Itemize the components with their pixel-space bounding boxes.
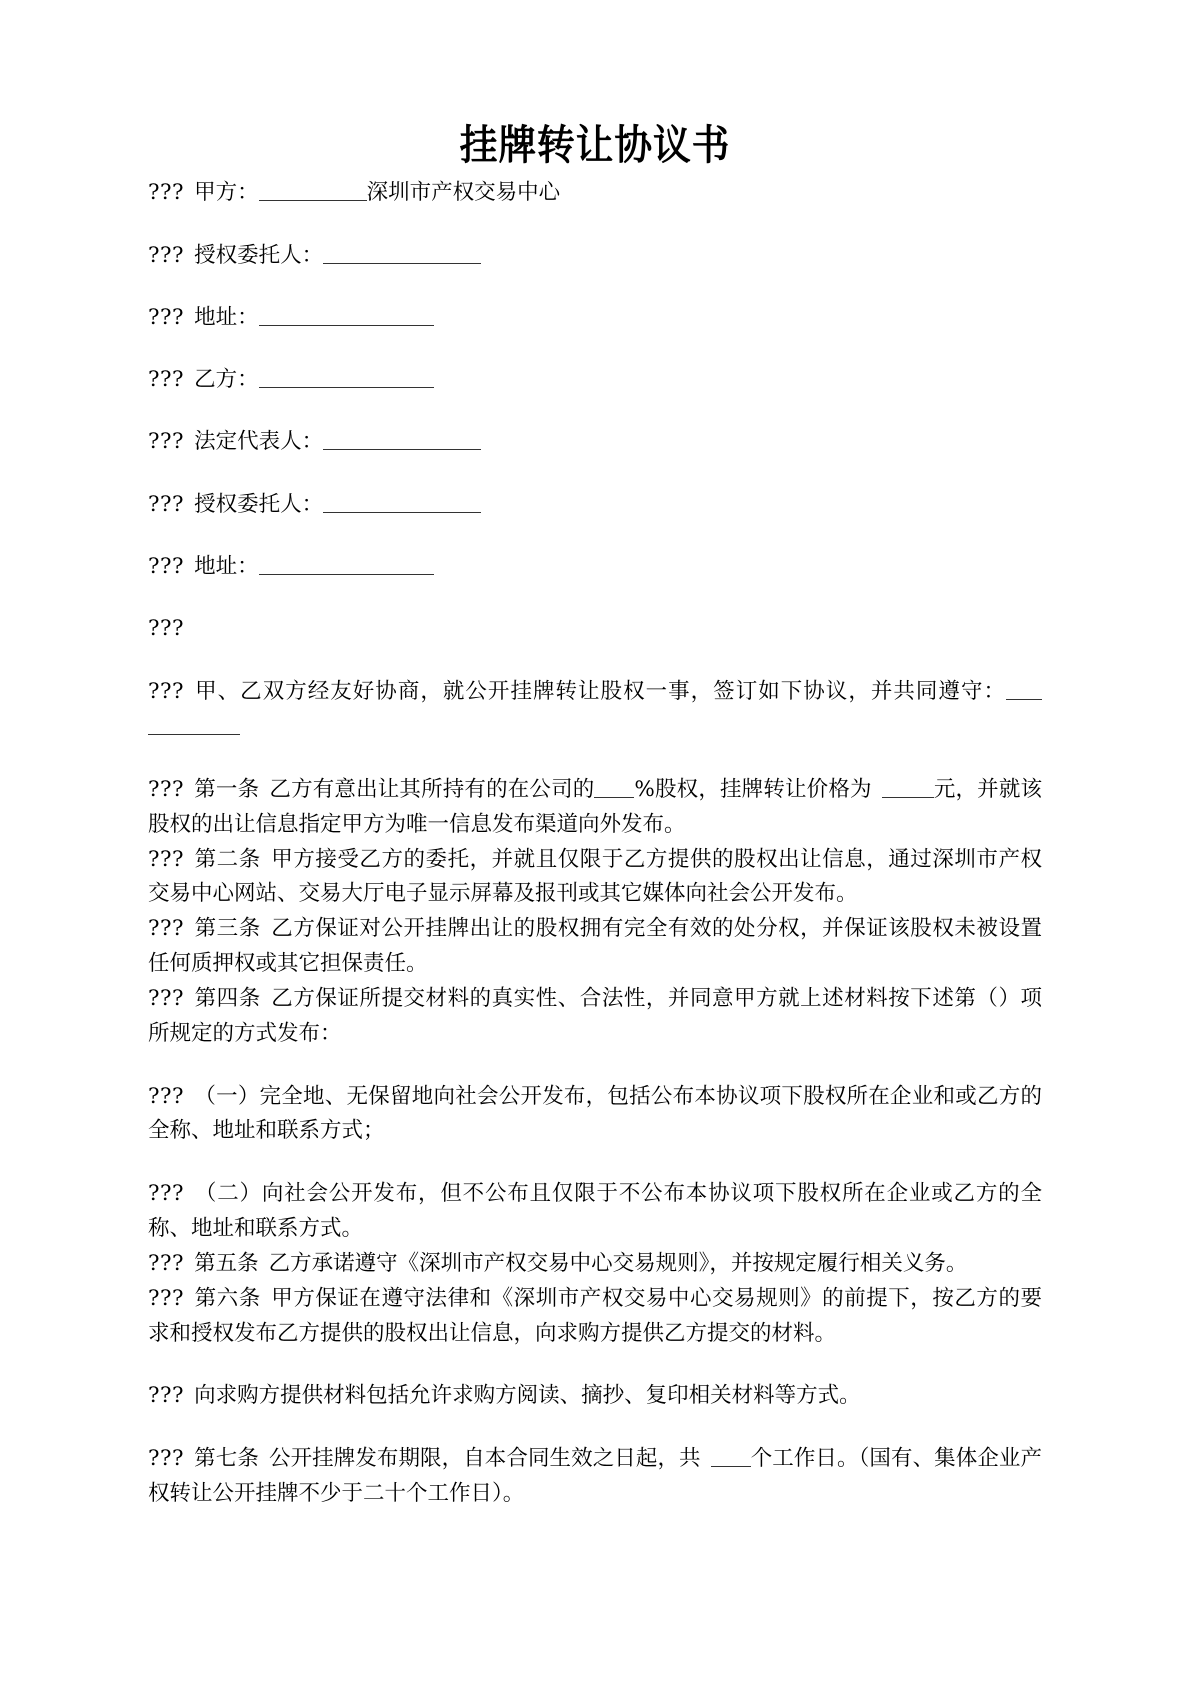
clause-text: 乙方保证对公开挂牌出让的股权拥有完全有效的处分权，并保证该股权未被设置任何质押权或其它担保责任。 <box>148 916 1042 977</box>
blank-underline-days[interactable] <box>711 1466 751 1467</box>
clause-text: 乙方保证所提交材料的真实性、合法性，并同意甲方就上述材料按下述第（）项所规定的方式发布： <box>148 985 1042 1046</box>
blank-underline-percent[interactable] <box>594 797 634 798</box>
clause-number: 第六条 <box>194 1285 261 1311</box>
field-label: 地址： <box>194 304 259 330</box>
field-marker: ??? <box>148 491 185 517</box>
clause-text: 乙方承诺遵守《深圳市产权交易中心交易规则》，并按规定履行相关义务。 <box>268 1250 968 1276</box>
sub-item-2 <box>148 1177 1042 1247</box>
field-marker: ??? <box>148 429 185 455</box>
field-label: 乙方： <box>194 367 259 393</box>
note-text: 向求购方提供材料包括允许求购方阅读、摘抄、复印相关材料等方式。 <box>194 1383 861 1409</box>
party-field-address-b <box>148 551 1042 583</box>
field-marker: ??? <box>148 916 185 942</box>
field-marker: ??? <box>148 616 185 642</box>
field-marker: ??? <box>148 777 185 802</box>
clause-text-part-2: %股权，挂牌转让价格为 <box>634 777 872 802</box>
party-field-yifang <box>148 364 1042 396</box>
blank-underline[interactable] <box>259 325 434 326</box>
field-marker: ??? <box>148 367 185 393</box>
field-marker: ??? <box>148 242 185 268</box>
preamble-text: 甲、乙双方经友好协商，就公开挂牌转让股权一事，签订如下协议，并共同遵守： <box>194 679 1006 705</box>
blank-underline[interactable] <box>259 200 367 201</box>
clause-item-7 <box>148 1442 1042 1512</box>
blank-underline[interactable] <box>259 574 434 575</box>
clause-item-6 <box>148 1282 1042 1352</box>
party-field-legal-representative <box>148 426 1042 458</box>
blank-underline[interactable] <box>1006 699 1042 700</box>
field-marker: ??? <box>148 1285 185 1311</box>
clause-number: 第一条 <box>194 777 260 802</box>
field-label: 法定代表人： <box>194 429 324 455</box>
blank-underline[interactable] <box>323 512 481 513</box>
clause-number: 第二条 <box>194 846 261 872</box>
field-label: 授权委托人： <box>194 242 324 268</box>
clause-list-primary <box>148 773 1042 1052</box>
field-marker: ??? <box>148 679 185 705</box>
clause-text: 甲方保证在遵守法律和《深圳市产权交易中心交易规则》的前提下，按乙方的要求和授权发布乙方提供的股权出让信息，向求购方提供乙方提交的材料。 <box>148 1285 1042 1346</box>
page-title: 挂牌转让协议书 <box>459 121 731 169</box>
party-field-authorized-agent-a <box>148 240 1042 272</box>
clause-list-secondary <box>148 1247 1042 1351</box>
field-marker: ??? <box>148 1446 185 1472</box>
party-field-jiafang <box>148 177 1042 209</box>
blank-marker-line <box>148 613 1042 645</box>
clause-item-1 <box>148 773 1042 843</box>
field-marker: ??? <box>148 1250 185 1276</box>
field-marker: ??? <box>148 304 185 330</box>
blank-underline[interactable] <box>259 387 434 388</box>
clause-text-before: 公开挂牌发布期限，自本合同生效之日起，共 <box>268 1446 701 1472</box>
blank-underline-wrap[interactable] <box>148 734 240 735</box>
blank-underline[interactable] <box>323 449 481 450</box>
party-field-address-a <box>148 302 1042 334</box>
clause-text-part-3: 元，并就该股权的出让信息指定甲方为唯一信息发布渠道向外发布。 <box>148 777 1042 837</box>
sub-item-text: （二）向社会公开发布，但不公布且仅限于不公布本协议项下股权所在企业或乙方的全称、地址和联系方式。 <box>148 1181 1042 1242</box>
field-marker: ??? <box>148 846 185 872</box>
field-label: 授权委托人： <box>194 491 324 517</box>
field-marker: ??? <box>148 985 185 1011</box>
clause-text-after: 个工作日。（国有、集体企业产权转让公开挂牌不少于二十个工作日）。 <box>148 1446 1042 1507</box>
field-label: 地址： <box>194 553 259 579</box>
blank-underline-price[interactable] <box>882 797 934 798</box>
clause-number: 第五条 <box>194 1250 259 1276</box>
party-field-authorized-agent-b <box>148 489 1042 521</box>
clause-text-part-1: 乙方有意出让其所持有的在公司的 <box>269 777 595 802</box>
blank-underline[interactable] <box>323 263 481 264</box>
preamble-paragraph <box>148 675 1042 745</box>
field-marker: ??? <box>148 180 185 206</box>
field-marker: ??? <box>148 1383 185 1409</box>
clause-item-5 <box>148 1247 1042 1282</box>
clause-text: 甲方接受乙方的委托，并就且仅限于乙方提供的股权出让信息，通过深圳市产权交易中心网站、交易大厅电子显示屏幕及报刊或其它媒体向社会公开发布。 <box>148 846 1042 907</box>
clause-item-2 <box>148 843 1042 913</box>
clause-number: 第四条 <box>194 985 261 1011</box>
sub-item-text: （一）完全地、无保留地向社会公开发布，包括公布本协议项下股权所在企业和或乙方的全称、地址和联系方式； <box>148 1083 1042 1144</box>
sub-item-1 <box>148 1080 1042 1150</box>
clause-item-4 <box>148 982 1042 1052</box>
clause-number: 第三条 <box>194 916 261 942</box>
clause-item-3 <box>148 912 1042 982</box>
field-value: 深圳市产权交易中心 <box>366 180 561 206</box>
note-paragraph <box>148 1379 1042 1414</box>
clause-number: 第七条 <box>194 1446 259 1472</box>
field-marker: ??? <box>148 1181 185 1207</box>
field-marker: ??? <box>148 553 185 579</box>
field-marker: ??? <box>148 1083 185 1109</box>
field-label: 甲方： <box>194 180 259 206</box>
